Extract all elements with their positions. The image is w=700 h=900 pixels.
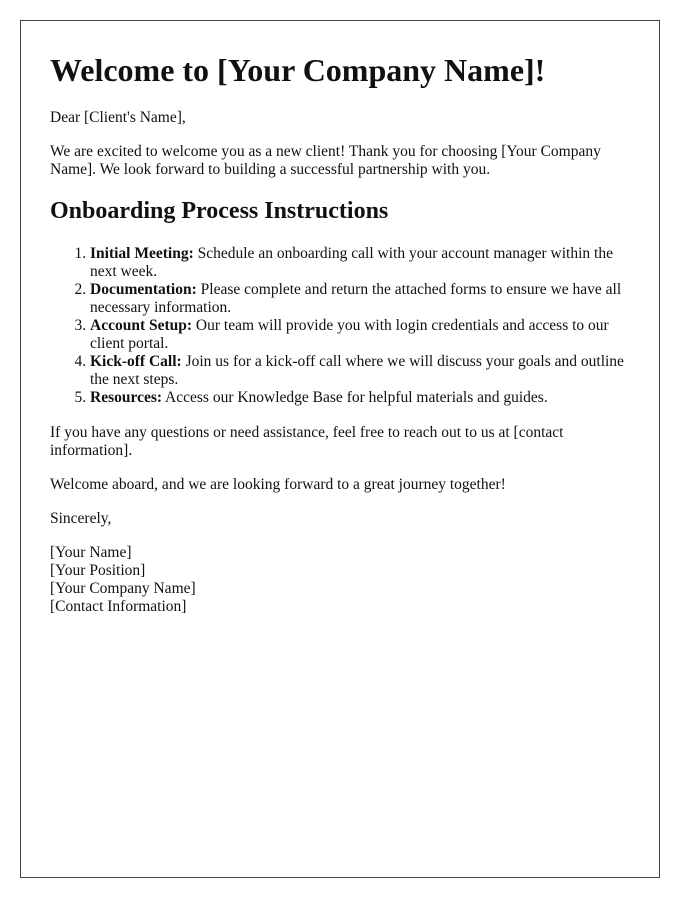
signature-contact: [Contact Information] <box>50 598 187 615</box>
assistance-paragraph: If you have any questions or need assistance, feel free to reach out to us at [contact information]. <box>50 424 564 459</box>
step-text: Access our Knowledge Base for helpful materials and guides. <box>162 389 548 406</box>
letter-page <box>20 20 660 878</box>
list-item <box>90 245 638 281</box>
step-text: Join us for a kick-off call where we will discuss your goals and outline the next steps. <box>90 353 624 388</box>
letter-title: Welcome to [Your Company Name]! <box>50 52 546 88</box>
step-text: Schedule an onboarding call with your account manager within the next week. <box>90 245 613 280</box>
intro-paragraph: We are excited to welcome you as a new client! Thank you for choosing [Your Company Name]. We look forward to building a successful partnership with you. <box>50 143 601 178</box>
list-item <box>90 281 638 317</box>
closing: Sincerely, <box>50 510 112 527</box>
list-item <box>90 353 638 389</box>
step-label: Initial Meeting: <box>90 245 194 262</box>
letter-content <box>50 51 638 616</box>
list-item <box>90 317 638 353</box>
signature-name: [Your Name] <box>50 544 132 561</box>
onboarding-steps-list <box>50 245 638 407</box>
signature-position: [Your Position] <box>50 562 146 579</box>
signature-company: [Your Company Name] <box>50 580 196 597</box>
list-item <box>90 389 638 407</box>
greeting: Dear [Client's Name], <box>50 109 186 126</box>
step-label: Resources: <box>90 389 163 406</box>
step-text: Our team will provide you with login credentials and access to our client portal. <box>90 317 609 352</box>
step-label: Account Setup: <box>90 317 193 334</box>
signature-block <box>50 544 638 616</box>
step-text: Please complete and return the attached forms to ensure we have all necessary information. <box>90 281 622 316</box>
step-label: Kick-off Call: <box>90 353 182 370</box>
welcome-aboard-paragraph: Welcome aboard, and we are looking forward to a great journey together! <box>50 476 506 493</box>
step-label: Documentation: <box>90 281 197 298</box>
section-heading: Onboarding Process Instructions <box>50 198 389 224</box>
